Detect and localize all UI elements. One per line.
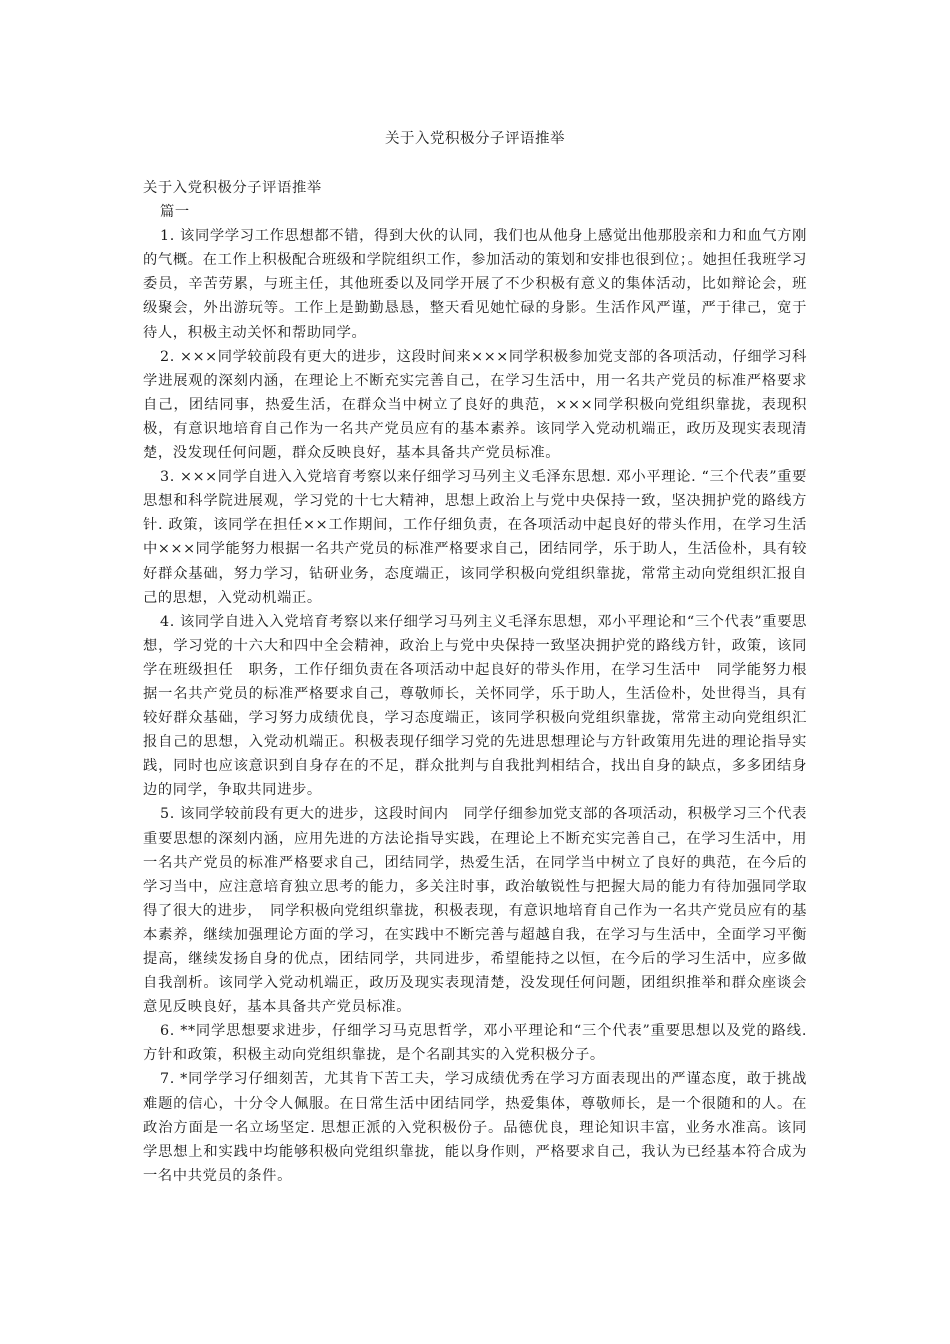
paragraph-5: 5. 该同学较前段有更大的进步，这段时间内 同学仔细参加党支部的各项活动，积极学习三个代表重要思想的深刻内涵，应用先进的方法论指导实践，在理论上不断充实完善自己，在学习生活中，用一名共产党员的标准严格要求自己，团结同学，热爱生活，在同学当中树立了良好的典范，在今后的学习当中，应注意培育独立思考的能力，多关注时事，政治敏锐性与把握大局的能力有待加强同学取得了很大的进步， 同学积极向党组织靠拢，积极表现，有意识地培育自己作为一名共产党员应有的基本素养，继续加强理论方面的学习，在实践中不断完善与超越自我，在学习与生活中，全面学习平衡提高，继续发扬自身的优点，团结同学，共同进步，希望能持之以恒，在今后的学习生活中，应多做自我剖析。该同学入党动机端正，政历及现实表现清楚，没发现任何问题，团组织推举和群众座谈会意见反映良好，基本具备共产党员标准。	[143, 806, 807, 1016]
paragraph-3: 3. ×××同学自进入入党培育考察以来仔细学习马列主义毛泽东思想. 邓小平理论. “三个代表”重要思想和科学院进展观，学习党的十七大精神，思想上政治上与党中央保持一致，坚决拥护党的路线方针. 政策，该同学在担任××工作期间，工作仔细负责，在各项活动中起良好的带头作用，在学习生活中×××同学能努力根据一名共产党员的标准严格要求自己，团结同学，乐于助人，生活俭朴，具有较好群众基础，努力学习，钻研业务，态度端正，该同学积极向党组织靠拢，常常主动向党组织汇报自己的思想，入党动机端正。	[143, 469, 807, 606]
document-heading: 关于入党积极分子评语推举	[143, 180, 322, 196]
paragraph-6: 6. **同学思想要求进步，仔细学习马克思哲学，邓小平理论和“三个代表”重要思想以及党的路线. 方针和政策，积极主动向党组织靠拢，是个名副其实的入党积极分子。	[143, 1023, 807, 1064]
document-title: 关于入党积极分子评语推举	[385, 131, 565, 147]
section-label: 篇一	[160, 204, 190, 221]
paragraph-7: 7. *同学学习仔细刻苦，尤其肯下苦工夫，学习成绩优秀在学习方面表现出的严谨态度，敢于挑战难题的信心，十分令人佩服。在日常生活中团结同学，热爱集体，尊敬师长，是一个很随和的人。在政治方面是一名立场坚定. 思想正派的入党积极份子。品德优良，理论知识丰富，业务水准高。该同学思想上和实践中均能够积极向党组织靠拢，能以身作则，严格要求自己，我认为已经基本符合成为一名中共党员的条件。	[143, 1071, 807, 1184]
paragraph-4: 4. 该同学自进入入党培育考察以来仔细学习马列主义毛泽东思想，邓小平理论和“三个代表”重要思想，学习党的十六大和四中全会精神，政治上与党中央保持一致坚决拥护党的路线方针，政策，该同学在班级担任 职务，工作仔细负责在各项活动中起良好的带头作用，在学习生活中 同学能努力根据一名共产党员的标准严格要求自己，尊敬师长，关怀同学，乐于助人，生活俭朴，处世得当，具有较好群众基础，学习努力成绩优良，学习态度端正，该同学积极向党组织靠拢，常常主动向党组织汇报自己的思想，入党动机端正。积极表现仔细学习党的先进思想理论与方针政策用先进的理论指导实践，同时也应该意识到自身存在的不足，群众批判与自我批判相结合，找出自身的缺点，多多团结身边的同学，争取共同进步。	[143, 613, 807, 799]
paragraph-2: 2. ×××同学较前段有更大的进步，这段时间来×××同学积极参加党支部的各项活动，仔细学习科学进展观的深刻内涵，在理论上不断充实完善自己，在学习生活中，用一名共产党员的标准严格要求自己，团结同事，热爱生活，在群众当中树立了良好的典范，×××同学积极向党组织靠拢，表现积极，有意识地培育自己作为一名共产党员应有的基本素养。该同学入党动机端正，政历及现实表现清楚，没发现任何问题，群众反映良好，基本具备共产党员标准。	[143, 348, 807, 462]
paragraph-1: 1. 该同学学习工作思想都不错，得到大伙的认同，我们也从他身上感觉出他那股亲和力和血气方刚的气概。在工作上积极配合班级和学院组织工作，参加活动的策划和安排也很到位；。她担任我班学习委员，辛苦劳累，与班主任，其他班委以及同学开展了不少积极有意义的集体活动，比如辩论会，班级聚会，外出游玩等。工作上是勤勤恳恳，整天看见她忙碌的身影。生活作风严谨，严于律己，宽于待人，积极主动关怀和帮助同学。	[143, 228, 807, 341]
document-body	[143, 176, 807, 1188]
